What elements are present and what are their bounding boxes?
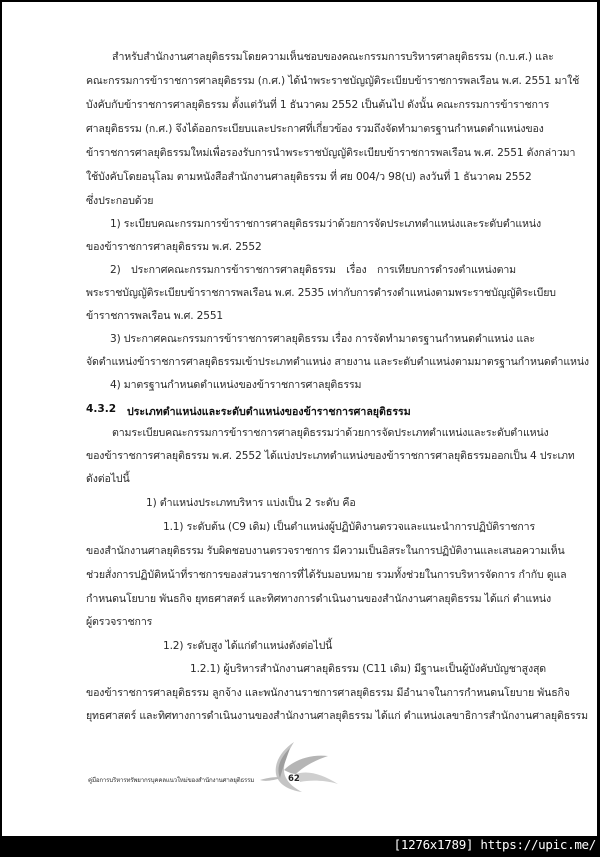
paragraph-line: สำหรับสำนักงานศาลยุติธรรมโดยความเห็นชอบของคณะกรรมการบริหารศาลยุติธรรม (ก.บ.ศ.) และ bbox=[112, 51, 554, 63]
document-page bbox=[2, 2, 597, 836]
list-item-line: 1) ระเบียบคณะกรรมการข้าราชการศาลยุติธรรมว่าด้วยการจัดประเภทตำแหน่งและระดับตำแหน่ง bbox=[110, 218, 542, 230]
sub-item-line: ของสำนักงานศาลยุติธรรม รับผิดชอบงานตรวจราชการ มีความเป็นอิสระในการปฏิบัติงานและเสนอความเห็น bbox=[86, 545, 565, 557]
paragraph-line: ใช้บังคับโดยอนุโลม ตามหนังสือสำนักงานศาลยุติธรรม ที่ ศย 004/ว 98(ป) ลงวันที่ 1 ธันวาคม 2552 bbox=[86, 171, 532, 183]
sub-item-line: ผู้ตรวจราชการ bbox=[86, 616, 153, 628]
paragraph-line: ข้าราชการศาลยุติธรรมใหม่เพื่อรองรับการนำพระราชบัญญัติระเบียบข้าราชการพลเรือน พ.ศ. 2551 ดังกล่าวมา bbox=[86, 147, 576, 159]
page-number: 62 bbox=[288, 774, 300, 784]
sub-item-line: 1) ตำแหน่งประเภทบริหาร แบ่งเป็น 2 ระดับ คือ bbox=[146, 497, 356, 509]
list-item-line: 4) มาตรฐานกำหนดตำแหน่งของข้าราชการศาลยุติธรรม bbox=[110, 379, 362, 391]
sub-item-line: ช่วยสั่งการปฏิบัติหน้าที่ราชการของส่วนราชการที่ได้รับมอบหมาย รวมทั้งช่วยในการบริหารจัดการ กำกับ ดูแล bbox=[86, 569, 567, 581]
section-number: 4.3.2 bbox=[86, 403, 117, 415]
sub-item-line: ยุทธศาสตร์ และทิศทางการดำเนินงานของสำนักงานศาลยุติธรรม ได้แก่ ตำแหน่งเลขาธิการสำนักงานศาลยุติธรรม bbox=[86, 710, 588, 722]
footer-title: คู่มือการบริหารทรัพยากรบุคคลแนวใหม่ของสำนักงานศาลยุติธรรม bbox=[88, 777, 255, 784]
sub-item-line: ของข้าราชการศาลยุติธรรม ลูกจ้าง และพนักงานราชการศาลยุติธรรม มีอำนาจในการกำหนดนโยบาย พันธกิจ bbox=[86, 687, 570, 699]
list-item-line: พระราชบัญญัติระเบียบข้าราชการพลเรือน พ.ศ. 2535 เท่ากับการดำรงตำแหน่งตามพระราชบัญญัติระเบียบ bbox=[86, 287, 556, 299]
paragraph-line: ดังต่อไปนี้ bbox=[86, 473, 130, 485]
paragraph-line: บังคับกับข้าราชการศาลยุติธรรม ตั้งแต่วันที่ 1 ธันวาคม 2552 เป็นต้นไป ดังนั้น คณะกรรมการข้าราชการ bbox=[86, 99, 550, 111]
paragraph-line: ของข้าราชการศาลยุติธรรม พ.ศ. 2552 ได้แบ่งประเภทตำแหน่งของข้าราชการศาลยุติธรรมออกเป็น 4 ประเภท bbox=[86, 450, 575, 462]
list-item-line: 2) ประกาศคณะกรรมการข้าราชการศาลยุติธรรม เรื่อง การเทียบการดำรงตำแหน่งตาม bbox=[110, 264, 516, 276]
image-watermark: [1276x1789] https://upic.me/ bbox=[393, 837, 596, 852]
sub-item-line: กำหนดนโยบาย พันธกิจ ยุทธศาสตร์ และทิศทางการดำเนินงานของสำนักงานศาลยุติธรรม ได้แก่ ตำแหน่ง bbox=[86, 593, 552, 605]
section-title: ประเภทตำแหน่งและระดับตำแหน่งของข้าราชการศาลยุติธรรม bbox=[127, 406, 411, 418]
paragraph-line: คณะกรรมการข้าราชการศาลยุติธรรม (ก.ศ.) ได้นำพระราชบัญญัติระเบียบข้าราชการพลเรือน พ.ศ. 2551 มาใช้ bbox=[86, 75, 580, 87]
list-item-line: ข้าราชการพลเรือน พ.ศ. 2551 bbox=[86, 310, 224, 322]
list-item-line: จัดตำแหน่งข้าราชการศาลยุติธรรมเข้าประเภทตำแหน่ง สายงาน และระดับตำแหน่งตามมาตรฐานกำหนดตำแหน่ง bbox=[86, 356, 589, 368]
paragraph-line: ซึ่งประกอบด้วย bbox=[86, 195, 154, 207]
list-item-line: ของข้าราชการศาลยุติธรรม พ.ศ. 2552 bbox=[86, 241, 262, 253]
paragraph-line: ศาลยุติธรรม (ก.ศ.) จึงได้ออกระเบียบและประกาศที่เกี่ยวข้อง รวมถึงจัดทำมาตรฐานกำหนดตำแหน่งของ bbox=[86, 123, 544, 135]
swirl-leaf-logo-icon bbox=[254, 740, 344, 795]
paragraph-line: ตามระเบียบคณะกรรมการข้าราชการศาลยุติธรรมว่าด้วยการจัดประเภทตำแหน่งและระดับตำแหน่ง bbox=[112, 427, 549, 439]
list-item-line: 3) ประกาศคณะกรรมการข้าราชการศาลยุติธรรม เรื่อง การจัดทำมาตรฐานกำหนดตำแหน่ง และ bbox=[110, 333, 535, 345]
sub-item-line: 1.1) ระดับต้น (C9 เดิม) เป็นตำแหน่งผู้ปฏิบัติงานตรวจและแนะนำการปฏิบัติราชการ bbox=[163, 521, 536, 533]
sub-item-line: 1.2) ระดับสูง ได้แก่ตำแหน่งดังต่อไปนี้ bbox=[163, 640, 333, 652]
sub-item-line: 1.2.1) ผู้บริหารสำนักงานศาลยุติธรรม (C11 เดิม) มีฐานะเป็นผู้บังคับบัญชาสูงสุด bbox=[190, 663, 547, 675]
